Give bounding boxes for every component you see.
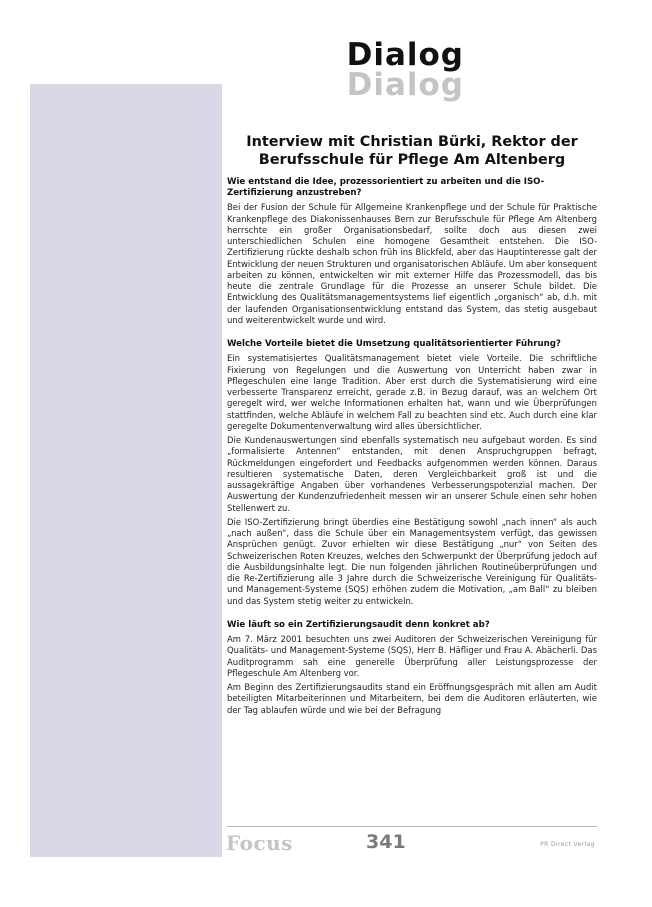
section-gap — [227, 329, 597, 339]
answer-paragraph: Am 7. März 2001 besuchten uns zwei Auditoren der Schweizerischen Vereinigung für Qualitäts- und Management-Systeme (SQS), Herr B. Häfliger und Frau A. Abächerli. Das Auditprogramm sah eine generelle Überprüfung aller Leistungsprozesse der Pflegeschule Am Altenberg vor. — [227, 634, 597, 678]
interview-question: Wie läuft so ein Zertifizierungsaudit denn konkret ab? — [227, 619, 490, 630]
answer-paragraph: Ein systematisiertes Qualitätsmanagement bietet viele Vorteile. Die schriftliche Fixierung von Regelungen und die Auswertung von Unterricht haben zwar in Pflegeschulen eine lange Tradition. Aber erst durch die Systematisierung wird eine verbesserte Transparenz erreicht, gerade z.B. in Bezug darauf, was an welchem Ort geregelt wird, wer welche Informationen erhalten hat, wann und wie Überprüfungen stattfinden, welche Abläufe in welchem Fall zu beachten sind etc. Auch durch eine klar geregelte Dokumentenverwaltung wird alles übersichtlicher. — [227, 353, 597, 431]
header-brand: Dialog — [346, 37, 464, 73]
answer-paragraph: Am Beginn des Zertifizierungsaudits stand ein Eröffnungsgespräch mit allen am Audit beteiligten Mitarbeiterinnen und Mitarbeitern, bei dem die Auditoren erläuterten, wie der Tag ablaufen würde und wie bei der Befragung — [227, 682, 597, 715]
article-body — [227, 133, 597, 719]
footer-rule — [227, 826, 597, 827]
article-title: Interview mit Christian Bürki, Rektor der Berufsschule für Pflege Am Altenberg — [246, 134, 578, 168]
answer-paragraph: Die Kundenauswertungen sind ebenfalls systematisch neu aufgebaut worden. Es sind „formalisierte Antennen“ entstanden, mit denen Anspruchgruppen befragt, Rückmeldungen eingefordert und Feedbacks aufgenommen werden können. Daraus resultieren systematische Daten, deren Vergleichbarkeit groß ist und die aussagekräftige Angaben über vorhandenes Verbesserungspotenzial machen. Der Auswertung der Kundenzufriedenheit messen wir an unserer Schule einen sehr hohen Stellenwert zu. — [227, 435, 597, 513]
footer-magazine-name: Focus — [226, 831, 293, 855]
answer-paragraph: Die ISO-Zertifizierung bringt überdies eine Bestätigung sowohl „nach innen“ als auch „nach außen“, dass die Schule über ein Managementsystem verfügt, das gewissen Ansprüchen genügt. Zuvor erhielten wir diese Bestätigung „nur“ von Seiten des Schweizerischen Roten Kreuzes, welches den Schwerpunkt der Überprüfung jedoch auf die Ausbildungsinhalte legt. Die nun folgenden jährlichen Routineüberprüfungen und die Re-Zertifizierung alle 3 Jahre durch die Schweizerische Vereinigung für Qualitäts- und Management-Systeme (SQS) erhöhen zudem die Motivation, „am Ball“ zu bleiben und das System stetig weiter zu entwickeln. — [227, 516, 597, 606]
footer-publisher: PR Direct Verlag — [540, 841, 595, 848]
section-gap — [227, 610, 597, 620]
header-brand-echo: Dialog — [346, 67, 464, 103]
section-header-dialog — [244, 37, 464, 110]
sidebar-panel — [30, 84, 222, 857]
page-number: 341 — [366, 831, 406, 853]
interview-question: Wie entstand die Idee, prozessorientiert zu arbeiten und die ISO-Zertifizierung anzustreben? — [227, 177, 545, 199]
answer-paragraph: Bei der Fusion der Schule für Allgemeine Krankenpflege und der Schule für Praktische Krankenpflege des Diakonissenhauses Bern zur Berufsschule für Pflege Am Altenberg herrschte ein großer Organisationsbedarf, sollte doch aus diesen zwei unterschiedlichen Schulen eine homogene Gesamtheit entstehen. Die ISO-Zertifizierung rückte deshalb schon früh ins Blickfeld, aber das Hauptinteresse galt der Entwicklung der neuen Strukturen und organisatorischen Abläufe. Um aber konsequent arbeiten zu können, entwickelten wir mit externer Hilfe das Prozessmodell, das bis heute die zentrale Grundlage für die Prozesse an unserer Schule bildet. Die Entwicklung des Qualitätsmanagementsystems lief eigentlich „organisch“ ab, d.h. mit der laufenden Organisationsentwicklung entstand das System, das stetig ausgebaut und weiterentwickelt wurde und wird. — [227, 202, 597, 325]
interview-question: Welche Vorteile bietet die Umsetzung qualitätsorientierter Führung? — [227, 339, 561, 350]
